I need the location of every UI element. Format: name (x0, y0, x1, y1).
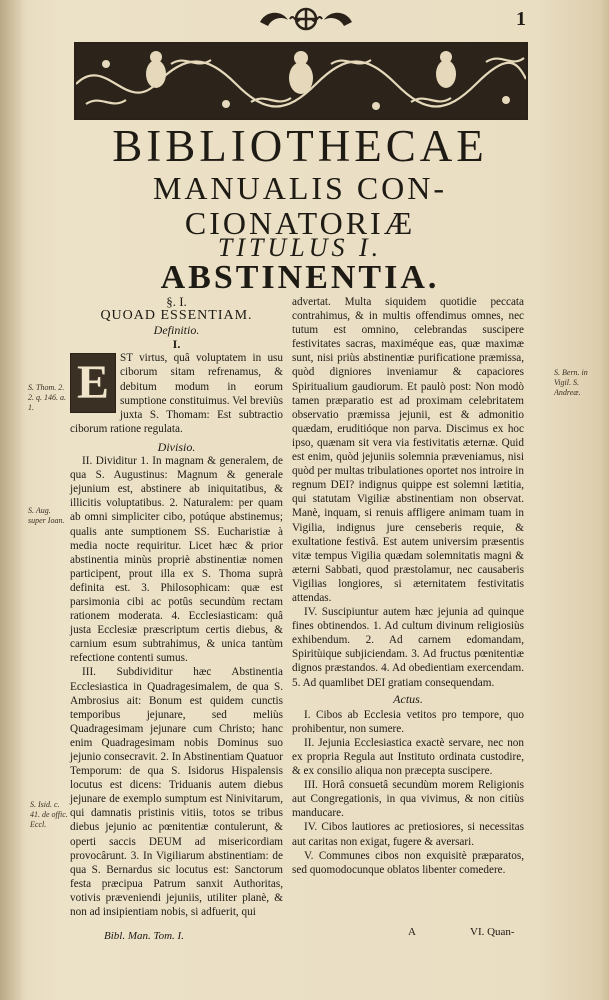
actus-item-3: III. Horâ consuetâ secundùm morem Religionis aut Congregationis, in qua vivimus, & non citiùs manducare. (292, 779, 524, 820)
actus-item-4: IV. Cibos lautiores ac pretiosiores, si necessitas aut caritas non exigat, fugere & aversari. (292, 821, 524, 848)
signature-line: Bibl. Man. Tom. I. (104, 930, 184, 942)
right-column (292, 295, 524, 877)
roman-numeral-one: I. (172, 337, 181, 352)
fleuron-ornament-icon (256, 6, 356, 32)
title-line-2: MANUALIS CON- (152, 170, 448, 206)
section-number: §. I. (166, 294, 187, 309)
divisio-heading: Divisio. (157, 439, 196, 454)
definition-paragraph (70, 351, 283, 436)
definition-text: ST virtus, quâ voluptatem in usu ciborum sitam refrenamus, & debitum modum in eorum sumptione constituimus. Vel breviùs juxta S. Thomam: Est subtractio ciborum ratione regulata. (70, 352, 283, 435)
title-line-1: BIBLIOTHECAE (112, 121, 488, 171)
division-paragraph: II. Dividitur 1. In magnam & generalem, de qua S. Augustinus: Magnum & generale jejunium est, abstinere ab iniquitatibus, & illicitis voluptatibus. 2. Naturalem: per quam ab omni simpliciter cibo, potúque abstinemus; qualis ante sumptionem SS. Eucharistiæ à media nocte requiritur. Licet hæc & prior abstinentia minùs propriè abstinentiæ nomen participent, prout illa ex S. Thoma suprà definita est. 3. Philosophicam: quæ est parsimonia cibi ac potûs secundùm rectam rationem moderata. 4. Ecclesiasticam: quâ justa Ecclesiæ præscriptum certis diebus, & carnium esum subtrahimus, & unica tantùm refectione contenti sumus. (70, 455, 283, 665)
bernard-quote-paragraph: advertat. Multa siquidem quotidie peccata contrahimus, & in multis offendimus omnes, nec tutum est omnino, celebrandas suscipere festivitates sacras, maximéque eas, quæ maximæ sunt, nisi priùs abstinentiæ purificatione præmissa, quòd digniores inveniamur & capaciores Spiritualium gaudiorum. Et paulò post: Non modò tamen præparatio est ad proximam celebritatem observatio præmissa jejunii, est & admonitio quædam, eruditióque non parva. Discimus ex hoc ipso, quænam sit vera via festivitatis æternæ. Quid est enim, quòd jejuniis solemnia præveniamus, nisi quòd per multas tribulationes oportet nos introire in regnum DEI? indignus quippe est solemni lætitia, qui statutam Vigiliæ abstinentiam non observat. Manè, inquam, si renuis affligere animam tuam in Vigilia, indignus jure censeberis requie, & exultatione festivâ. Est autem universim præsentis vitæ tempus Vigilia quædam solemnitatis magni & æterni Sabbati, quod præstolamur, nec causaberis Vigilias longiores, si æternitatem festivitatis attendas. (292, 296, 524, 604)
title-line-3: CIONATORIÆ (184, 205, 416, 241)
actus-item-1: I. Cibos ab Ecclesia vetitos pro tempore, quo prohibentur, non sumere. (292, 708, 524, 735)
subdivision-paragraph: III. Subdividitur hæc Abstinentia Ecclesiastica in Quadragesimalem, de qua S. Ambrosius ait: Bonum est quidem cunctis temporibus jejunare, sed meliùs Quadragesimam jejunare cum Christo; hanc enim Quadragesimam nobis Dominus suo jejunio consecravit. 2. In Abstinentiam Quatuor Temporum: de qua S. Isidorus Hispalensis locutus est dicens: Triduanis autem diebus jejunare de exemplo sumptum est Ninivitarum, qui damnatis pristinis vitiis, totos se tribus diebus jejunio ac pœnitentiæ contulerunt, & operti saccis DEUM ad misericordiam provocârunt. 3. In Vigiliarum abstinentiam: de qua S. Bernardus sic locutus est: Sanctorum festa præcipua Patrum sanxit Authoritas, votivis præveniendi jejuniis, utiliter planè, & non ad insipientiam nobis, si adfuerit, qui (70, 666, 283, 919)
marginal-note-thomas: S. Thom. 2. 2. q. 146. a. 1. (28, 383, 66, 412)
actus-item-2: II. Jejunia Ecclesiastica exactè servare, nec non ex propria Regula aut Instituto ordinata custodire, & ex consilio aliqua non præcepta suscipere. (292, 736, 524, 778)
catchword: VI. Quan- (470, 926, 515, 938)
marginal-note-isidore: S. Isid. c. 41. de offic. Eccl. (30, 800, 68, 829)
woodcut-frieze-icon (74, 42, 528, 120)
marginal-note-bernard: S. Bern. in Vigil. S. Andreæ. (554, 368, 588, 397)
section-title: QUOAD ESSENTIAM. (100, 308, 253, 324)
drop-cap-letter: E (70, 353, 116, 413)
left-column (70, 295, 283, 919)
page-number: 1 (516, 8, 526, 30)
actus-item-5: V. Communes cibos non exquisitè præparatos, sed quomodocunque oblatos libenter comedere. (292, 849, 524, 876)
titulus-heading: TITULUS I. (217, 233, 383, 262)
signature-mark: A (408, 926, 416, 938)
subject-heading: ABSTINENTIA. (160, 259, 440, 296)
actus-heading: Actus. (393, 691, 423, 706)
definitio-heading: Definitio. (153, 323, 200, 338)
marginal-note-augustine: S. Aug. super Ioan. (28, 506, 65, 525)
fines-paragraph: IV. Suscipiuntur autem hæc jejunia ad quinque fines obtinendos. 1. Ad cultum divinum religiosiùs exhibendum. 2. Ad carnem edomandam, Spiritùique subjiciendam. 3. Ad fructus pœnitentiæ dignos præstandos. 4. Ad obedientiam exercendam. 5. Ad quamlibet DEI gratiam consequendam. (292, 606, 524, 689)
